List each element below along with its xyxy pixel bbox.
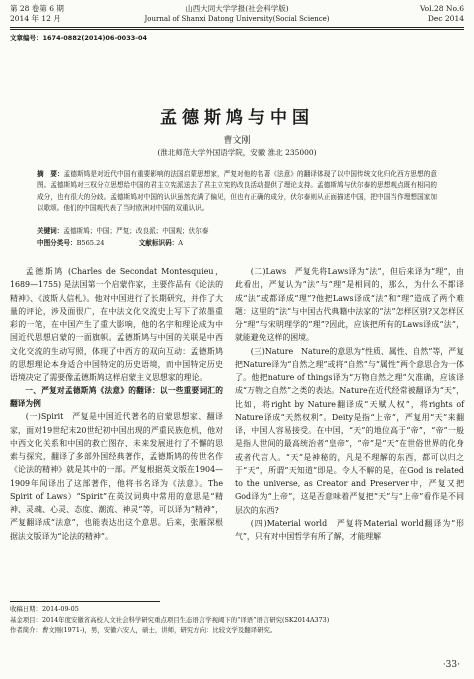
footnote-rule <box>10 601 160 602</box>
article-title: 孟德斯鸠与中国 <box>160 108 314 128</box>
right-paragraph-nature: (三)Nature Nature的意思为“性质、属性、自然”等，严复把Nature译为“自然之理”或将“自然”与“属性”两个意思合为一体了。他把nature of things译为“万物自然之理”欠准确，应该译成“万物之自然”之类的表达。Nature在近代经常被翻译为“天”，比如，将right by Nature翻译成“天赋人权”，将rights of Nature译成“天然权利”。Deity是指“上帝”，严复用“天”来翻译，中国人容易接受。在中国，“天”的地位高于“帝”，“帝”一般是指人世间的最高统治者“皇帝”，“帝”是“天”在世俗世界的化身或者代言人。“天”是神秘的，凡是不理解的东西，都可以归之于“天”，所谓“天知道”即是。令人不解的是，在God is related to the universe, as Creator and Preserver中，严复又把God译为“上帝”，这是否意味着严复把“天”与“上帝”看作是不同层次的东西? <box>235 346 464 515</box>
abstract <box>37 169 437 214</box>
page-number: ·33· <box>442 660 460 670</box>
right-column <box>235 265 464 543</box>
clc-code: B565.24 <box>76 239 105 247</box>
header-right <box>420 4 464 24</box>
issue-date: 2014 年 12 月 <box>10 14 61 23</box>
journal-title-en: Journal of Shanxi Datong University(Social Science) <box>144 15 330 23</box>
doc-code: A <box>178 239 184 247</box>
fund-info: 基金项目：2014年度安徽省高校人文社会科学研究重点项目生态语言学视阈下的“译语”语言研究(SK2014A373) <box>10 615 330 624</box>
volume-issue: 第 28 卷第 6 期 <box>10 4 64 13</box>
keywords-label: 关键词： <box>37 227 64 235</box>
left-paragraph-spirit: (一)Spirit 严复是中国近代著名的启蒙思想家、翻译家，面对19世纪末20世纪初中国出现的严重民族危机，他对中西文化关系和中国的救亡图存、未来发展进行了不懈的思索与探究，翻译了多部外国经典著作，孟德斯鸠的传世名作《论法的精神》就是其中的一部。严复根据英文版在1904—1909年间译出了这部著作，他将书名译为《法意》。The Spirit of Laws）“Spirit”在英汉词典中常用的意思是“精神、灵魂、心灵、态度、潮流、神灵”等，可以译为“精神”，严复翻译成“法意”，也能表达出这个意思。后来，张雁深根据法文版译为“论法的精神”。 <box>10 412 223 541</box>
issue-date-en: Dec 2014 <box>427 14 464 23</box>
clc-label: 中图分类号： <box>37 239 77 247</box>
keywords <box>37 226 437 237</box>
abstract-label: 摘 要： <box>37 170 64 178</box>
right-paragraph-material-world: (四)Material world 严复将Material world翻译为“形气”，只有对中国哲学有所了解，才能理解 <box>235 518 464 541</box>
volume-issue-en: Vol.28 No.6 <box>419 4 464 13</box>
abstract-text: 孟德斯鸠是对近代中国有重要影响的法国启蒙思想家，严复对他的名著《法意》的翻译体现了以中国传统文化归化西方思想的意图。孟德斯鸠对三权分立思想给中国的君主立宪派送去了君主立宪的改良活动提供了理论支持。孟德斯鸠与伏尔泰的思想观点既有相同的成分，也有很大的分歧。孟德斯鸠对中国的认识虽然充满了偏见，但也有正确的成分，伏尔泰则从正面描述中国，把中国当作理想国家加以歌颂。他们的中国观代表了当时欧洲对中国的双重认识。 <box>37 170 437 212</box>
article-id: 文章编号：1674-0882(2014)06-0033-04 <box>10 34 147 42</box>
header-rule-bottom <box>10 29 464 30</box>
left-paragraph-intro: 孟德斯鸠 (Charles de Secondat Montesquieu，1689—1755) 是法国第一个启蒙作家，主要作品有《论法的精神》、《波斯人信札》。他对中国进行了长期研究，并作了大量的评论，涉及面很广，在中法文化交流史上写下了浓墨重彩的一笔，在中国产生了重大影响，他的名字和理论成为中国近代思想启蒙的一面旗帜。孟德斯鸠与中国的关联是中西文化交流的生动写照，体现了中西方的双向互动：孟德斯鸠的思想理论本身适合中国特定的历史语境，而中国特定历史语境决定了需要像孟德斯鸠这样启蒙主义思想家的理论。 <box>10 267 223 382</box>
header-center <box>0 4 474 24</box>
keywords-text: 孟德斯鸠；中国；严复；改良派；中国观；伏尔泰 <box>63 227 209 235</box>
journal-title-cn: 山西大同大学学报(社会科学版) <box>185 4 289 13</box>
header-rule-top <box>10 27 464 28</box>
footnotes <box>10 604 464 636</box>
right-paragraph-laws: (二)Laws 严复先将Laws译为“法”，但后来译为“理”，由此看出，严复认为“法”与“理”是相同的，那么，为什么不都译成“法”或都译成“理”?他把Laws译成“法”和“理”造成了两个难题：这里的“法”与中国古代典籍中法家的“法”怎样区别?又怎样区分“理”与宋明理学的“理”?因此，应该把所有的Laws译成“法”，就能避免这样的困境。 <box>235 267 464 343</box>
author-name: 曹文刚 <box>223 136 251 146</box>
classification <box>37 238 437 249</box>
author-bio: 作者简介：曹文刚(1971-)，男，安徽六安人，硕士，讲师，研究方向：比较文学及翻译研究。 <box>10 626 277 634</box>
author-affiliation: (淮北师范大学外国语学院，安徽 淮北 235000) <box>157 148 317 157</box>
section-heading-1: 一、严复对孟德斯鸠《法意》的翻译：以一些重要词汇的翻译为例 <box>10 386 223 409</box>
left-column <box>10 265 223 543</box>
received-date: 收稿日期：2014-09-05 <box>10 605 79 613</box>
doc-code-label: 文献标识码： <box>138 239 179 247</box>
